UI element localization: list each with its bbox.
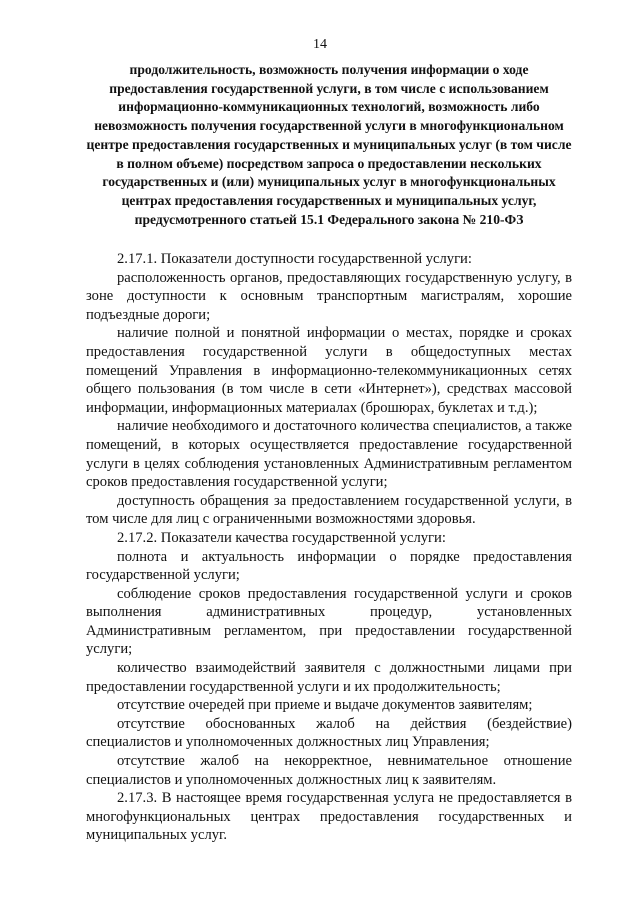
paragraph-2-17-1: 2.17.1. Показатели доступности государственной услуги: [117,251,472,267]
paragraph: доступность обращения за предоставлением государственной услуги, в том числе для лиц с ограниченными возможностями здоровья. [86,492,572,528]
paragraph: отсутствие обоснованных жалоб на действия (бездействие) специалистов и уполномоченных должностных лиц Управления; [86,715,572,751]
paragraph: наличие необходимого и достаточного количества специалистов, а также помещений, в которых осуществляется предоставление государственной услуги в целях соблюдения установленных Административным регламентом сроков предоставления государственной услуги; [86,418,572,491]
page-number: 14 [313,37,327,52]
paragraph: наличие полной и понятной информации о местах, порядке и сроках предоставления государственной услуги в общедоступных местах помещений Управления в информационно-телекоммуникационных сетях общего пользования (в том числе в сети «Интернет»), средствах массовой информации, информационных материалах (брошюрах, буклетах и т.д.); [86,325,572,416]
section-heading: продолжительность, возможность получения информации о ходе предоставления государственной услуги, в том числе с использованием информационно-коммуникационных технологий, возможность либо невозможность получения государственной услуги в многофункциональном центре предоставления государственных и муниципальных услуг (в том числе в полном объеме) посредством запроса о предоставлении нескольких государственных и (или) муниципальных услуг в многофункциональных центрах предоставления государственных и муниципальных услуг, предусмотренного статьей 15.1 Федерального закона № 210-ФЗ [86,62,572,227]
paragraph: полнота и актуальность информации о порядке предоставления государственной услуги; [86,548,572,584]
paragraph: отсутствие очередей при приеме и выдаче документов заявителям; [117,697,533,714]
paragraph-2-17-3: 2.17.3. В настоящее время государственная услуга не предоставляется в многофункциональных центрах предоставления государственных и муниципальных услуг. [86,790,572,844]
document-body [86,250,572,845]
paragraph: количество взаимодействий заявителя с должностными лицами при предоставлении государственной услуги и их продолжительность; [86,660,572,695]
paragraph-2-17-2: 2.17.2. Показатели качества государственной услуги: [117,529,446,546]
paragraph: соблюдение сроков предоставления государственной услуги и сроков выполнения административных процедур, установленных Административным регламентом, при предоставлении государственной услуги; [86,585,572,658]
paragraph: отсутствие жалоб на некорректное, невнимательное отношение специалистов и уполномоченных должностных лиц к заявителям. [86,753,572,788]
paragraph: расположенность органов, предоставляющих государственную услугу, в зоне доступности к основным транспортным магистралям, хорошие подъездные дороги; [86,269,572,323]
